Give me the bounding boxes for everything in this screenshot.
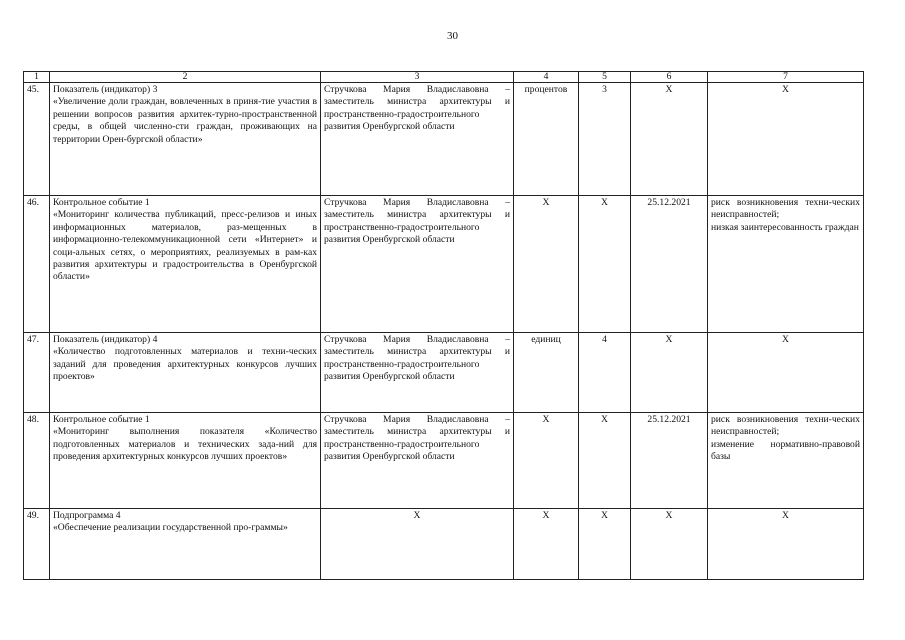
header-cell: 2 [50, 72, 321, 83]
date-cell: 25.12.2021 [631, 413, 708, 509]
value-cell: X [579, 509, 631, 580]
header-cell: 1 [24, 72, 50, 83]
table-row [24, 83, 864, 196]
header-cell: 6 [631, 72, 708, 83]
date-cell: X [631, 83, 708, 196]
table-row [24, 196, 864, 333]
unit-cell: X [514, 509, 579, 580]
header-cell: 3 [321, 72, 514, 83]
description-cell: Контрольное событие 1 «Мониторинг количества публикаций, пресс-релизов и иных информационных материалов, раз-мещенных в информационно-телекоммуникационной сети «Интернет» и соци-альных сетях, о мероприятиях, реализуемых в рам-ках развития архитектуры и градостроительства в Оренбургской области» [50, 196, 321, 333]
description-cell: Показатель (индикатор) 4 «Количество подготовленных материалов и техни-ческих заданий для проведения архитектурных конкурсов лучших проектов» [50, 333, 321, 413]
responsible-cell: Стручкова Мария Владиславовна – заместитель министра архитектуры и пространственно-градостроительного развития Оренбургской области [321, 413, 514, 509]
value-cell: X [579, 413, 631, 509]
row-number: 46. [24, 196, 50, 333]
row-number: 47. [24, 333, 50, 413]
header-cell: 4 [514, 72, 579, 83]
unit-cell: X [514, 413, 579, 509]
date-cell: 25.12.2021 [631, 196, 708, 333]
unit-cell: единиц [514, 333, 579, 413]
risk-cell: X [708, 509, 864, 580]
risk-cell: X [708, 333, 864, 413]
responsible-cell: X [321, 509, 514, 580]
unit-cell: процентов [514, 83, 579, 196]
responsible-cell: Стручкова Мария Владиславовна – заместитель министра архитектуры и пространственно-градостроительного развития Оренбургской области [321, 196, 514, 333]
program-table [23, 71, 864, 580]
header-cell: 7 [708, 72, 864, 83]
responsible-cell: Стручкова Мария Владиславовна – заместитель министра архитектуры и пространственно-градостроительного развития Оренбургской области [321, 83, 514, 196]
risk-cell: X [708, 83, 864, 196]
row-number: 49. [24, 509, 50, 580]
table-row [24, 509, 864, 580]
page-number: 30 [447, 30, 458, 42]
row-number: 48. [24, 413, 50, 509]
table-row [24, 413, 864, 509]
value-cell: 3 [579, 83, 631, 196]
row-number: 45. [24, 83, 50, 196]
value-cell: 4 [579, 333, 631, 413]
value-cell: X [579, 196, 631, 333]
risk-cell: риск возникновения техни-ческих неисправностей; низкая заинтересованность граждан [708, 196, 864, 333]
date-cell: X [631, 509, 708, 580]
description-cell: Подпрограмма 4 «Обеспечение реализации государственной про-граммы» [50, 509, 321, 580]
responsible-cell: Стручкова Мария Владиславовна – заместитель министра архитектуры и пространственно-градостроительного развития Оренбургской области [321, 333, 514, 413]
table-row [24, 333, 864, 413]
unit-cell: X [514, 196, 579, 333]
date-cell: X [631, 333, 708, 413]
risk-cell: риск возникновения техни-ческих неисправностей; изменение нормативно-правовой базы [708, 413, 864, 509]
header-cell: 5 [579, 72, 631, 83]
description-cell: Контрольное событие 1 «Мониторинг выполнения показателя «Количество подготовленных материалов и технических зада-ний для проведения архитектурных конкурсов лучших проектов» [50, 413, 321, 509]
header-row [24, 72, 864, 83]
description-cell: Показатель (индикатор) 3 «Увеличение доли граждан, вовлеченных в приня-тие участия в решении вопросов развития архитек-турно-пространственной среды, в общей численно-сти граждан, проживающих на территории Орен-бургской области» [50, 83, 321, 196]
